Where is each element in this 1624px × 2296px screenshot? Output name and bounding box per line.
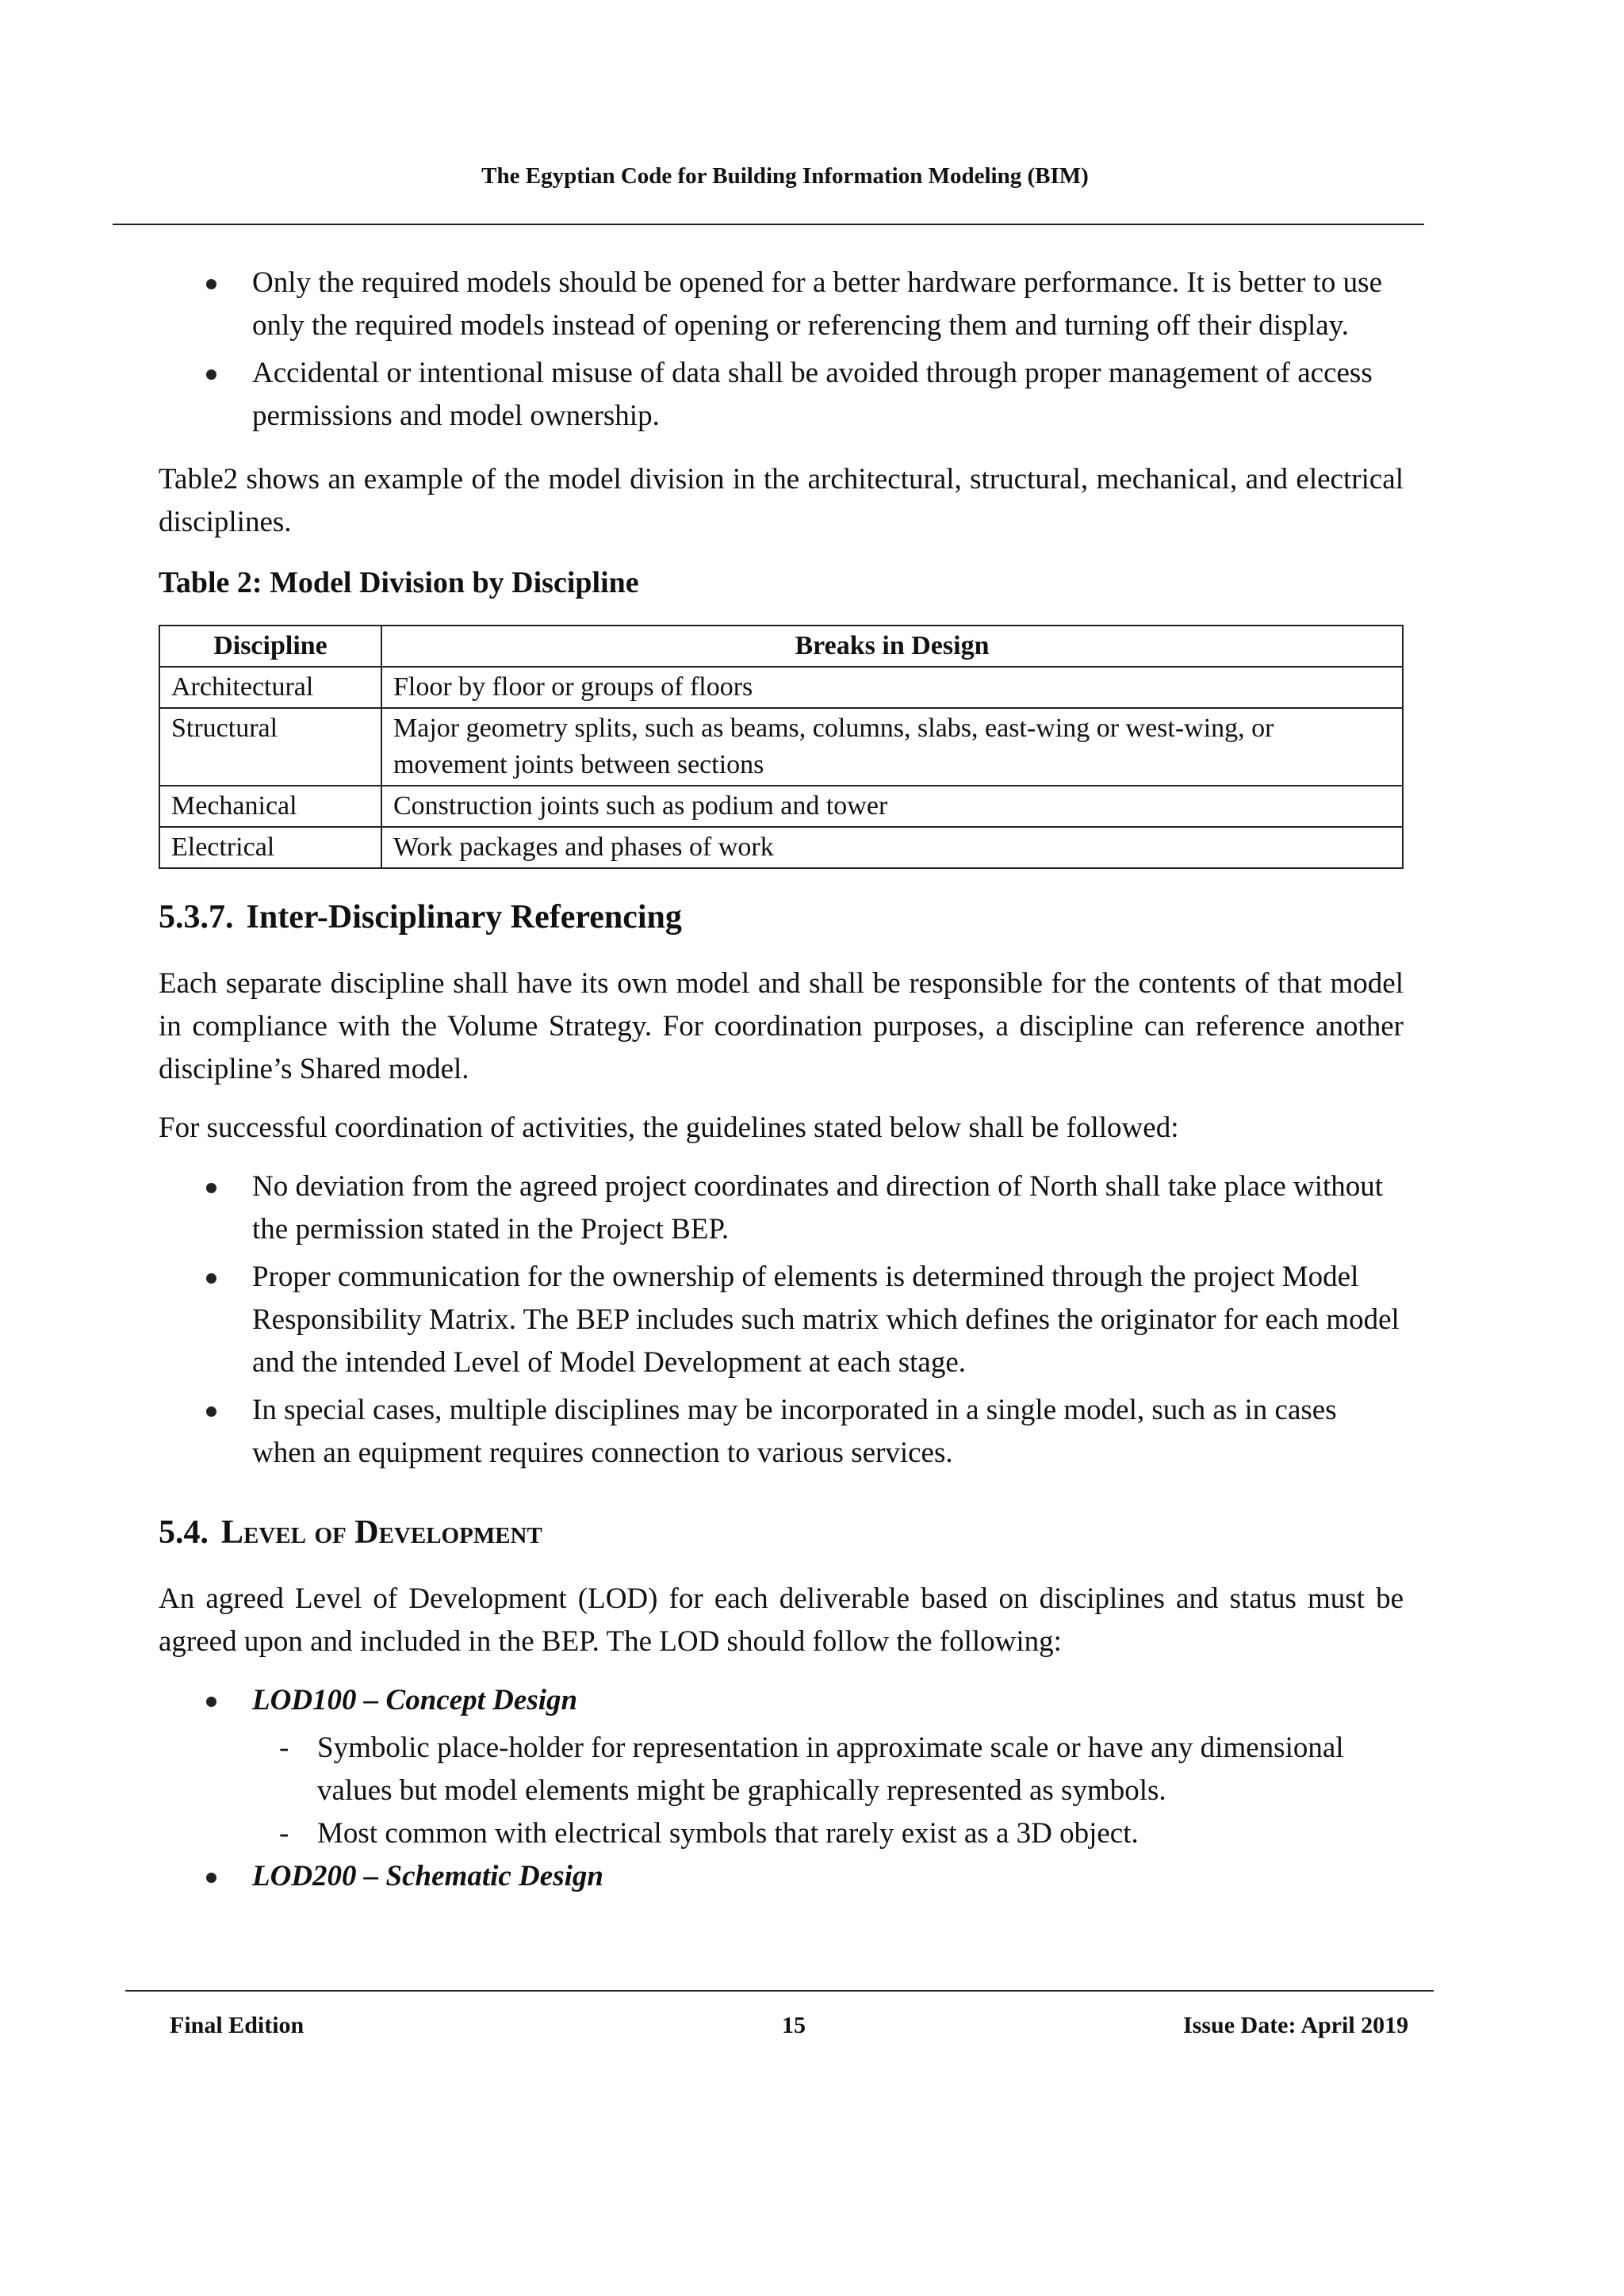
- paragraph: Each separate discipline shall have its own model and shall be responsible for the contents of that model in compliance with the Volume Strategy. For coordination purposes, a discipline can reference another discipline’s Shared model.: [159, 967, 1404, 1085]
- section-number: 5.4.: [159, 1514, 209, 1551]
- list-item: No deviation from the agreed project coordinates and direction of North shall take place without the permission stated in the Project BEP.: [159, 1165, 1404, 1251]
- lod-bullet-list-2: [159, 1855, 1404, 1898]
- table-intro-paragraph: Table2 shows an example of the model division in the architectural, structural, mechanical, and electrical disciplines.: [159, 463, 1404, 538]
- page-body: [159, 262, 1404, 1903]
- list-item: - Symbolic place-holder for representation in approximate scale or have any dimensional values but model elements might be graphically represented as symbols.: [159, 1727, 1404, 1812]
- page-number: 15: [782, 2012, 806, 2038]
- bullet-icon: [206, 1697, 216, 1707]
- section-heading-5-4: [159, 1511, 1404, 1554]
- table-cell: Work packages and phases of work: [381, 827, 1403, 868]
- bullet-icon: [206, 1273, 216, 1284]
- footer-right: Issue Date: April 2019: [1183, 2012, 1409, 2038]
- lod100-detail-list: [159, 1727, 1404, 1855]
- section-title: Level of Development: [221, 1514, 542, 1551]
- coordination-bullet-list: [159, 1165, 1404, 1475]
- table-row: [159, 667, 1403, 708]
- bullet-icon: [206, 369, 216, 380]
- paragraph: An agreed Level of Development (LOD) for each deliverable based on disciplines and status must be agreed upon and included in the BEP. The LOD should follow the following:: [159, 1582, 1404, 1658]
- list-item: Proper communication for the ownership of elements is determined through the project Model Responsibility Matrix. The BEP includes such matrix which defines the originator for each model and the intended Level of Model Development at each stage.: [159, 1256, 1404, 1384]
- section-number: 5.3.7.: [159, 899, 234, 936]
- bullet-icon: [206, 1406, 216, 1417]
- dash-icon: -: [279, 1817, 289, 1850]
- list-item: [159, 1679, 1404, 1722]
- paragraph: For successful coordination of activities, the guidelines stated below shall be followed:: [159, 1112, 1179, 1144]
- table-header-row: [159, 626, 1403, 667]
- table-row: [159, 708, 1403, 786]
- table-row: [159, 827, 1403, 868]
- list-item: - Most common with electrical symbols that rarely exist as a 3D object.: [159, 1812, 1404, 1855]
- table-cell: Construction joints such as podium and tower: [381, 786, 1403, 827]
- list-item: In special cases, multiple disciplines may be incorporated in a single model, such as in cases when an equipment requires connection to various services.: [159, 1389, 1404, 1475]
- lod200-title: LOD200 – Schematic Design: [252, 1860, 603, 1892]
- table-cell: Mechanical: [159, 786, 381, 827]
- bullet-icon: [206, 1873, 216, 1883]
- bullet-icon: [206, 1183, 216, 1193]
- table-caption: Table 2: Model Division by Discipline: [159, 566, 639, 599]
- column-header-breaks: Breaks in Design: [381, 626, 1403, 667]
- table-cell: Structural: [159, 708, 381, 786]
- table-cell: Floor by floor or groups of floors: [381, 667, 1403, 708]
- running-header: The Egyptian Code for Building Information Modeling (BIM): [481, 163, 1089, 189]
- lod100-title: LOD100 – Concept Design: [252, 1684, 578, 1716]
- section-title: Inter-Disciplinary Referencing: [246, 899, 682, 936]
- list-item: Accidental or intentional misuse of data shall be avoided through proper management of access permissions and model ownership.: [159, 352, 1404, 438]
- table-cell: Electrical: [159, 827, 381, 868]
- bullet-icon: [206, 279, 216, 289]
- footer-rule: [125, 1990, 1434, 1992]
- header-rule: [113, 224, 1424, 225]
- table-cell: Architectural: [159, 667, 381, 708]
- section-heading-5-3-7: [159, 896, 1404, 939]
- list-item: Only the required models should be opened for a better hardware performance. It is better to use only the required models instead of opening or referencing them and turning off their display.: [159, 262, 1404, 347]
- footer-left: Final Edition: [170, 2012, 304, 2038]
- list-item: [159, 1855, 1404, 1898]
- column-header-discipline: Discipline: [159, 626, 381, 667]
- lod-bullet-list: [159, 1679, 1404, 1722]
- table-row: [159, 786, 1403, 827]
- table-cell: Major geometry splits, such as beams, columns, slabs, east-wing or west-wing, or movement joints between sections: [381, 708, 1403, 786]
- model-division-table: [159, 625, 1404, 869]
- dash-icon: -: [279, 1732, 289, 1764]
- intro-bullet-list: [159, 262, 1404, 438]
